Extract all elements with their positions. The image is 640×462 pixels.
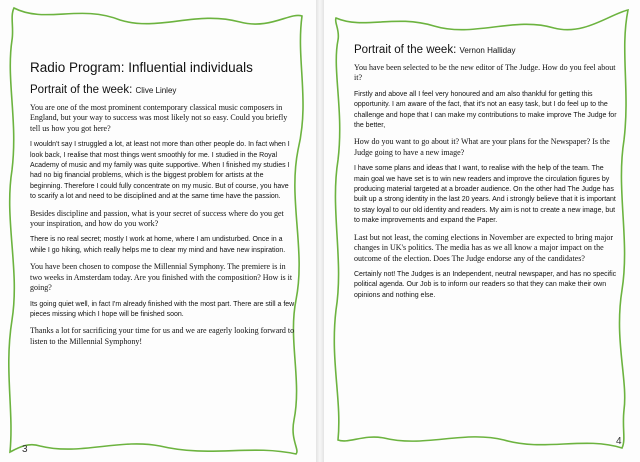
interview-question: You have been chosen to compose the Millennial Symphony. The premiere is in two weeks in Amsterdam today. Are you finished with the composition? How is it going? xyxy=(30,262,293,293)
right-page xyxy=(324,0,640,462)
portrait-label: Portrait of the week: xyxy=(354,44,457,56)
interview-answer: Its going quiet well, in fact I'm already finished with the most part. There are still a few pieces missing which I hope will be finished soon. xyxy=(30,300,295,318)
book-gutter xyxy=(316,0,324,462)
interview-question: How do you want to go about it? What are your plans for the Newspaper? Is the Judge going to have a new image? xyxy=(354,137,610,157)
program-title: Radio Program: Influential individuals xyxy=(30,60,253,75)
portrait-name: Clive Linley xyxy=(135,86,177,95)
interview-answer: Firstly and above all I feel very honoured and am also thankful for getting this opportunity. I am aware of the fact, that it's not an easy task, but I do feel up to the challenge and hope that I can make my contributions to make improve The Judge for the better, xyxy=(354,90,617,130)
portrait-heading-left xyxy=(30,84,296,96)
right-article xyxy=(354,44,620,307)
portrait-name: Vernon Halliday xyxy=(459,46,516,55)
portrait-heading-right xyxy=(354,44,620,56)
interview-question: Besides discipline and passion, what is your secret of success where do you get your inspiration, and how do you work? xyxy=(30,208,284,229)
page-number-right: 4 xyxy=(616,436,622,447)
left-page xyxy=(0,0,316,462)
left-article xyxy=(30,60,296,353)
interview-answer: I wouldn't say I struggled a lot, at least not more than other people do. In fact when I look back, I realise that most things went smoothly for me. I studied in the Royal Academy of music and my family was quite supportive. When I finished my studies I had no big financial problems, which is the biggest problem for artists at the beginning. Therefore I could fully concentrate on my music. But of course, you have to scarify a lot and need to be disciplined and at the same time have the passion. xyxy=(30,141,290,201)
interview-answer: I have some plans and ideas that I want, to realise with the help of the team. The main goal we have set is to win new readers and improve the circulation figures by producing material targeted at a broader audience. On the other had The Judge has built up a strong identity in the last 20 years. And i strongly believe that it is important to stay loyal to our old identity and readers. My aim is not to create a new image, but to make improvements and expand the Paper. xyxy=(354,165,616,225)
page-number-left: 3 xyxy=(22,444,28,455)
interview-question: Last but not least, the coming elections in November are expected to bring major changes in UK's politics. The media has as we all know a major impact on the outcome of the election. Does The Judge endorse any of the candidates? xyxy=(354,232,614,263)
portrait-label: Portrait of the week: xyxy=(30,84,133,96)
interview-question: You are one of the most prominent contemporary classical music composers in England, but your way to success was most likely not so easy. Could you briefly tell us how you got here? xyxy=(30,103,288,133)
interview-question: You have been selected to be the new editor of The Judge. How do you feel about it? xyxy=(354,63,616,83)
interview-closing: Thanks a lot for sacrificing your time for us and we are eagerly looking forward to listen to the Millennial Symphony! xyxy=(30,326,295,346)
interview-answer: There is no real secret; mostly I work at home, where I am undisturbed. Once in a while I go hiking, which really helps me to clear my mind and have new inspiration. xyxy=(30,236,286,254)
interview-answer: Certainly not! The Judges is an Independent, neutral newspaper, and has no specific political agenda. Our Job is to inform our readers so that they can make their own opinions and nothing else. xyxy=(354,270,617,299)
